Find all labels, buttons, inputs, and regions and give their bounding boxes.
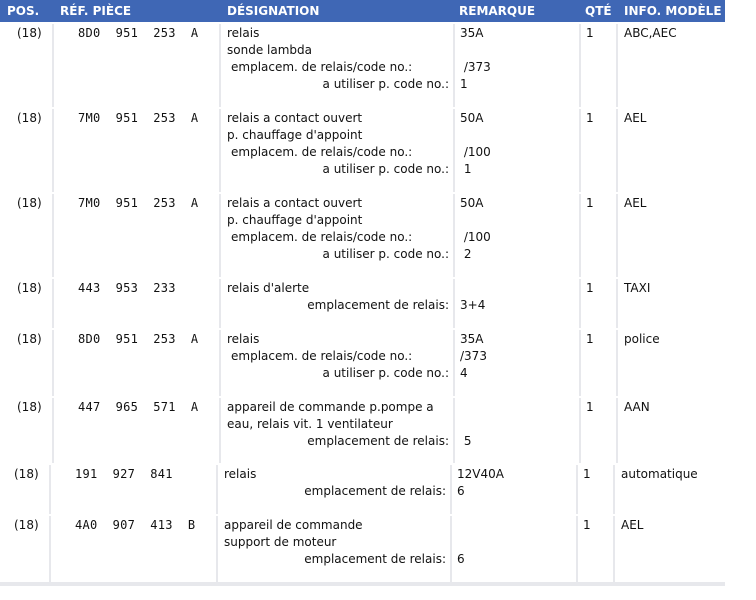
row-qte: 1 bbox=[586, 281, 594, 295]
designation-line: appareil de commande bbox=[224, 518, 363, 532]
remarque-line: /373 bbox=[460, 349, 487, 363]
row-ref: 443 953 233 bbox=[78, 281, 176, 295]
row-ref: 447 965 571 A bbox=[78, 400, 199, 414]
designation-line: emplacement de relais: bbox=[307, 434, 449, 448]
designation-line: relais bbox=[227, 332, 260, 346]
designation-line: eau, relais vit. 1 ventilateur bbox=[227, 417, 393, 431]
table-row bbox=[0, 279, 725, 328]
designation-line: emplacement de relais: bbox=[304, 484, 446, 498]
remarque-line: 6 bbox=[457, 552, 465, 566]
designation-line: a utiliser p. code no.: bbox=[322, 247, 449, 261]
table-header bbox=[0, 0, 725, 22]
designation-line: relais bbox=[227, 26, 260, 40]
designation-line: p. chauffage d'appoint bbox=[227, 128, 363, 142]
row-ref: 8D0 951 253 A bbox=[78, 332, 199, 346]
row-pos: (18) bbox=[17, 400, 42, 414]
remarque-line: 50A bbox=[460, 111, 484, 125]
remarque-line: 5 bbox=[460, 434, 472, 448]
designation-line: relais a contact ouvert bbox=[227, 111, 363, 125]
row-info: AEL bbox=[624, 196, 647, 210]
designation-line: appareil de commande p.pompe a bbox=[227, 400, 434, 414]
header-designation: DÉSIGNATION bbox=[227, 4, 320, 18]
row-info: TAXI bbox=[624, 281, 651, 295]
remarque-line: /373 bbox=[460, 60, 491, 74]
row-info: police bbox=[624, 332, 660, 346]
designation-line: emplacem. de relais/code no.: bbox=[231, 60, 413, 74]
row-pos: (18) bbox=[17, 196, 42, 210]
header-ref: RÉF. PIÈCE bbox=[60, 4, 132, 18]
row-info: ABC,AEC bbox=[624, 26, 677, 40]
designation-line: relais bbox=[224, 467, 257, 481]
designation-line: emplacement de relais: bbox=[304, 552, 446, 566]
row-qte: 1 bbox=[583, 518, 591, 532]
designation-line: emplacem. de relais/code no.: bbox=[231, 349, 413, 363]
designation-line: p. chauffage d'appoint bbox=[227, 213, 363, 227]
header-remarque: REMARQUE bbox=[459, 4, 536, 18]
row-qte: 1 bbox=[586, 111, 594, 125]
remarque-line: 3+4 bbox=[460, 298, 486, 312]
row-qte: 1 bbox=[586, 196, 594, 210]
row-pos: (18) bbox=[14, 518, 39, 532]
row-ref: 191 927 841 bbox=[75, 467, 173, 481]
remarque-line: 1 bbox=[460, 162, 472, 176]
designation-line: support de moteur bbox=[224, 535, 337, 549]
table-row bbox=[0, 194, 725, 277]
remarque-line: 4 bbox=[460, 366, 468, 380]
table-row bbox=[0, 398, 725, 463]
row-info: AAN bbox=[624, 400, 650, 414]
row-pos: (18) bbox=[14, 467, 39, 481]
table-row bbox=[0, 516, 722, 582]
table-row bbox=[0, 330, 725, 396]
remarque-line: 35A bbox=[460, 26, 484, 40]
row-pos: (18) bbox=[17, 26, 42, 40]
remarque-line: /100 bbox=[460, 145, 491, 159]
row-qte: 1 bbox=[583, 467, 591, 481]
table-row bbox=[0, 24, 725, 107]
designation-line: emplacem. de relais/code no.: bbox=[231, 145, 413, 159]
row-info: AEL bbox=[624, 111, 647, 125]
remarque-line: 2 bbox=[460, 247, 472, 261]
row-pos: (18) bbox=[17, 281, 42, 295]
table-row bbox=[0, 109, 725, 192]
row-ref: 4A0 907 413 B bbox=[75, 518, 196, 532]
row-pos: (18) bbox=[17, 111, 42, 125]
row-ref: 7M0 951 253 A bbox=[78, 111, 199, 125]
row-pos: (18) bbox=[17, 332, 42, 346]
designation-line: a utiliser p. code no.: bbox=[322, 162, 449, 176]
row-info: automatique bbox=[621, 467, 698, 481]
remarque-line: /100 bbox=[460, 230, 491, 244]
designation-line: emplacem. de relais/code no.: bbox=[231, 230, 413, 244]
table-row bbox=[0, 465, 722, 514]
designation-line: a utiliser p. code no.: bbox=[322, 366, 449, 380]
row-ref: 8D0 951 253 A bbox=[78, 26, 199, 40]
designation-line: sonde lambda bbox=[227, 43, 312, 57]
remarque-line: 50A bbox=[460, 196, 484, 210]
remarque-line: 6 bbox=[457, 484, 465, 498]
row-info: AEL bbox=[621, 518, 644, 532]
remarque-line: 1 bbox=[460, 77, 468, 91]
header-pos: POS. bbox=[7, 4, 40, 18]
designation-line: relais a contact ouvert bbox=[227, 196, 363, 210]
remarque-line: 12V40A bbox=[457, 467, 504, 481]
designation-line: a utiliser p. code no.: bbox=[322, 77, 449, 91]
designation-line: relais d'alerte bbox=[227, 281, 310, 295]
row-qte: 1 bbox=[586, 332, 594, 346]
remarque-line: 35A bbox=[460, 332, 484, 346]
row-qte: 1 bbox=[586, 26, 594, 40]
row-ref: 7M0 951 253 A bbox=[78, 196, 199, 210]
table-bottom-border bbox=[0, 582, 725, 586]
header-info: INFO. MODÈLE bbox=[624, 4, 722, 18]
header-qte: QTÉ bbox=[585, 4, 612, 18]
row-qte: 1 bbox=[586, 400, 594, 414]
designation-line: emplacement de relais: bbox=[307, 298, 449, 312]
